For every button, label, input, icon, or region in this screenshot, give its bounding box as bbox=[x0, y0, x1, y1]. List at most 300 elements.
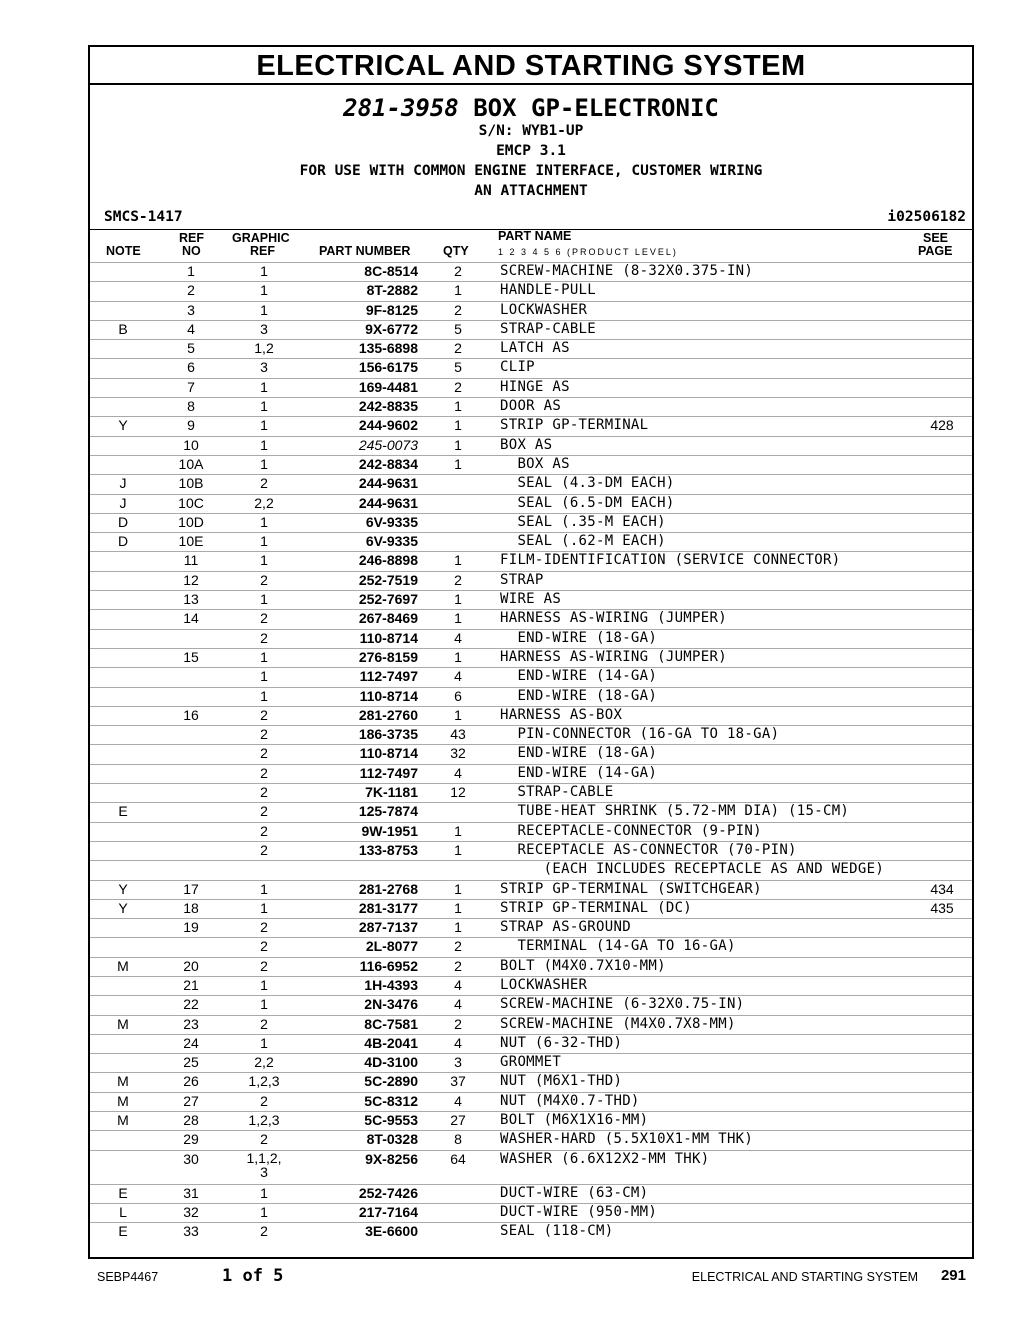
graphic-ref-cell: 1 bbox=[226, 513, 302, 532]
see-page-cell bbox=[912, 1150, 972, 1184]
table-row bbox=[90, 263, 972, 282]
table-row bbox=[90, 494, 972, 513]
page-number: 291 bbox=[940, 1267, 966, 1284]
part-name-cell: SEAL (118-CM) bbox=[494, 1223, 912, 1242]
part-name-cell: BOLT (M4X0.7X10-MM) bbox=[494, 957, 912, 976]
ref-number-cell: 9 bbox=[156, 417, 226, 436]
table-row bbox=[90, 1092, 972, 1111]
ref-number-cell: 28 bbox=[156, 1112, 226, 1131]
ref-number-cell bbox=[156, 861, 226, 880]
part-number-cell: 156-6175 bbox=[302, 359, 422, 378]
quantity-cell: 3 bbox=[422, 1054, 494, 1073]
ref-number-cell bbox=[156, 668, 226, 687]
table-row bbox=[90, 591, 972, 610]
part-name-cell: SEAL (4.3-DM EACH) bbox=[494, 475, 912, 494]
graphic-ref-cell: 2 bbox=[226, 803, 302, 822]
graphic-ref-cell: 2 bbox=[226, 841, 302, 860]
note-cell bbox=[90, 938, 156, 957]
quantity-cell: 32 bbox=[422, 745, 494, 764]
header-see-bottom: PAGE bbox=[918, 244, 953, 258]
graphic-ref-cell: 3 bbox=[226, 320, 302, 339]
ref-number-cell: 7 bbox=[156, 378, 226, 397]
see-page-cell bbox=[912, 764, 972, 783]
page-of: 1 of 5 bbox=[222, 1266, 284, 1286]
see-page-cell bbox=[912, 706, 972, 725]
part-number-cell: 110-8714 bbox=[302, 745, 422, 764]
note-cell: E bbox=[90, 1223, 156, 1242]
graphic-ref-cell: 3 bbox=[226, 359, 302, 378]
quantity-cell: 1 bbox=[422, 919, 494, 938]
part-number-cell: 252-7697 bbox=[302, 591, 422, 610]
table-row bbox=[90, 745, 972, 764]
part-name-cell: END-WIRE (18-GA) bbox=[494, 745, 912, 764]
see-page-cell bbox=[912, 552, 972, 571]
note-cell bbox=[90, 301, 156, 320]
quantity-cell: 43 bbox=[422, 726, 494, 745]
part-name-cell: HANDLE-PULL bbox=[494, 282, 912, 301]
see-page-cell bbox=[912, 1073, 972, 1092]
table-row bbox=[90, 668, 972, 687]
graphic-ref-cell: 2 bbox=[226, 726, 302, 745]
table-row bbox=[90, 455, 972, 474]
table-row bbox=[90, 976, 972, 995]
quantity-cell: 1 bbox=[422, 880, 494, 899]
graphic-ref-cell: 2 bbox=[226, 610, 302, 629]
graphic-ref-cell: 2,2 bbox=[226, 1054, 302, 1073]
part-number-cell: 125-7874 bbox=[302, 803, 422, 822]
part-number-cell: 276-8159 bbox=[302, 648, 422, 667]
see-page-cell bbox=[912, 282, 972, 301]
table-row bbox=[90, 1112, 972, 1131]
table-row bbox=[90, 687, 972, 706]
graphic-ref-cell: 1 bbox=[226, 976, 302, 995]
note-cell bbox=[90, 1034, 156, 1053]
header-graphic-top: GRAPHIC bbox=[232, 231, 290, 245]
part-number-cell: 9X-6772 bbox=[302, 320, 422, 339]
ref-number-cell: 11 bbox=[156, 552, 226, 571]
subtitle-line: EMCP 3.1 bbox=[496, 143, 566, 159]
assembly-number: 281-3958 bbox=[343, 94, 459, 122]
ref-number-cell: 10 bbox=[156, 436, 226, 455]
part-name-cell: STRAP AS-GROUND bbox=[494, 919, 912, 938]
ref-number-cell: 30 bbox=[156, 1150, 226, 1184]
quantity-cell: 27 bbox=[422, 1112, 494, 1131]
parts-list-frame bbox=[88, 45, 974, 1259]
part-name-cell: DUCT-WIRE (63-CM) bbox=[494, 1184, 912, 1203]
table-row bbox=[90, 1054, 972, 1073]
note-cell: Y bbox=[90, 417, 156, 436]
table-row bbox=[90, 822, 972, 841]
ref-number-cell: 5 bbox=[156, 340, 226, 359]
note-cell bbox=[90, 726, 156, 745]
table-row bbox=[90, 706, 972, 725]
note-cell bbox=[90, 861, 156, 880]
graphic-ref-cell: 1,1,2, 3 bbox=[226, 1150, 302, 1184]
part-name-cell: DOOR AS bbox=[494, 398, 912, 417]
see-page-cell bbox=[912, 398, 972, 417]
note-cell bbox=[90, 1150, 156, 1184]
see-page-cell bbox=[912, 263, 972, 282]
table-row bbox=[90, 1131, 972, 1150]
part-number-cell: 8C-7581 bbox=[302, 1015, 422, 1034]
table-row bbox=[90, 282, 972, 301]
note-cell bbox=[90, 340, 156, 359]
quantity-cell bbox=[422, 533, 494, 552]
quantity-cell: 2 bbox=[422, 957, 494, 976]
part-name-cell: END-WIRE (18-GA) bbox=[494, 629, 912, 648]
part-number-cell: 244-9602 bbox=[302, 417, 422, 436]
part-name-cell: BOX AS bbox=[494, 455, 912, 474]
note-cell bbox=[90, 552, 156, 571]
part-name-cell: END-WIRE (18-GA) bbox=[494, 687, 912, 706]
ref-number-cell: 13 bbox=[156, 591, 226, 610]
see-page-cell: 428 bbox=[912, 417, 972, 436]
quantity-cell: 4 bbox=[422, 976, 494, 995]
part-number-cell: 116-6952 bbox=[302, 957, 422, 976]
part-name-cell: DUCT-WIRE (950-MM) bbox=[494, 1203, 912, 1222]
part-number-cell: 112-7497 bbox=[302, 764, 422, 783]
see-page-cell bbox=[912, 1015, 972, 1034]
ref-number-cell: 10A bbox=[156, 455, 226, 474]
note-cell bbox=[90, 841, 156, 860]
ref-number-cell bbox=[156, 687, 226, 706]
note-cell: B bbox=[90, 320, 156, 339]
part-number-cell: 3E-6600 bbox=[302, 1223, 422, 1242]
note-cell: M bbox=[90, 1092, 156, 1111]
table-row bbox=[90, 648, 972, 667]
table-row bbox=[90, 726, 972, 745]
part-number-cell: 244-9631 bbox=[302, 475, 422, 494]
note-cell: M bbox=[90, 957, 156, 976]
graphic-ref-cell: 2 bbox=[226, 822, 302, 841]
ref-number-cell: 10E bbox=[156, 533, 226, 552]
see-page-cell bbox=[912, 803, 972, 822]
see-page-cell: 435 bbox=[912, 899, 972, 918]
quantity-cell: 37 bbox=[422, 1073, 494, 1092]
part-name-cell: HINGE AS bbox=[494, 378, 912, 397]
table-row bbox=[90, 861, 972, 880]
table-row bbox=[90, 957, 972, 976]
quantity-cell bbox=[422, 1223, 494, 1242]
graphic-ref-cell: 1 bbox=[226, 899, 302, 918]
graphic-ref-cell: 2 bbox=[226, 764, 302, 783]
table-row bbox=[90, 1203, 972, 1222]
part-name-cell: LOCKWASHER bbox=[494, 976, 912, 995]
graphic-ref-cell: 2 bbox=[226, 706, 302, 725]
part-number-cell: 242-8834 bbox=[302, 455, 422, 474]
ref-number-cell bbox=[156, 784, 226, 803]
graphic-ref-cell: 1 bbox=[226, 533, 302, 552]
quantity-cell: 1 bbox=[422, 899, 494, 918]
graphic-ref-cell: 1 bbox=[226, 1034, 302, 1053]
note-cell bbox=[90, 436, 156, 455]
part-number-cell: 281-2768 bbox=[302, 880, 422, 899]
ref-number-cell: 10D bbox=[156, 513, 226, 532]
see-page-cell bbox=[912, 822, 972, 841]
ref-number-cell: 19 bbox=[156, 919, 226, 938]
part-name-cell: SCREW-MACHINE (8-32X0.375-IN) bbox=[494, 263, 912, 282]
table-row bbox=[90, 378, 972, 397]
note-cell bbox=[90, 822, 156, 841]
part-number-cell: 2N-3476 bbox=[302, 996, 422, 1015]
ref-number-cell: 31 bbox=[156, 1184, 226, 1203]
table-row bbox=[90, 803, 972, 822]
ref-number-cell bbox=[156, 764, 226, 783]
quantity-cell: 4 bbox=[422, 996, 494, 1015]
part-number-cell: 5C-9553 bbox=[302, 1112, 422, 1131]
see-page-cell bbox=[912, 668, 972, 687]
ref-number-cell: 12 bbox=[156, 571, 226, 590]
smcs-code: SMCS-1417 bbox=[104, 209, 183, 225]
see-page-cell bbox=[912, 687, 972, 706]
part-number-cell: 5C-8312 bbox=[302, 1092, 422, 1111]
graphic-ref-cell: 1 bbox=[226, 282, 302, 301]
part-name-cell: NUT (6-32-THD) bbox=[494, 1034, 912, 1053]
part-number-cell: 2L-8077 bbox=[302, 938, 422, 957]
ref-number-cell: 6 bbox=[156, 359, 226, 378]
ref-number-cell: 24 bbox=[156, 1034, 226, 1053]
ref-number-cell bbox=[156, 803, 226, 822]
note-cell bbox=[90, 282, 156, 301]
note-cell: M bbox=[90, 1015, 156, 1034]
quantity-cell: 2 bbox=[422, 263, 494, 282]
graphic-ref-cell: 1 bbox=[226, 552, 302, 571]
note-cell bbox=[90, 706, 156, 725]
table-row bbox=[90, 784, 972, 803]
graphic-ref-cell: 1 bbox=[226, 417, 302, 436]
header-note: NOTE bbox=[106, 244, 141, 258]
graphic-ref-cell: 2 bbox=[226, 1223, 302, 1242]
graphic-ref-cell: 2 bbox=[226, 475, 302, 494]
graphic-ref-cell: 1 bbox=[226, 1184, 302, 1203]
part-name-cell: RECEPTACLE AS-CONNECTOR (70-PIN) bbox=[494, 841, 912, 860]
ref-number-cell: 4 bbox=[156, 320, 226, 339]
quantity-cell bbox=[422, 861, 494, 880]
meta-row bbox=[90, 207, 972, 229]
parts-table bbox=[90, 262, 972, 1242]
quantity-cell: 2 bbox=[422, 1015, 494, 1034]
graphic-ref-cell: 1 bbox=[226, 455, 302, 474]
quantity-cell: 1 bbox=[422, 417, 494, 436]
table-row bbox=[90, 1015, 972, 1034]
quantity-cell: 4 bbox=[422, 1034, 494, 1053]
graphic-ref-cell: 2,2 bbox=[226, 494, 302, 513]
quantity-cell: 5 bbox=[422, 359, 494, 378]
part-name-cell: WIRE AS bbox=[494, 591, 912, 610]
table-row bbox=[90, 417, 972, 436]
quantity-cell: 4 bbox=[422, 629, 494, 648]
quantity-cell bbox=[422, 803, 494, 822]
assembly-name: BOX GP-ELECTRONIC bbox=[473, 94, 719, 122]
see-page-cell bbox=[912, 976, 972, 995]
document-id: SEBP4467 bbox=[97, 1270, 159, 1284]
part-number-cell: 281-2760 bbox=[302, 706, 422, 725]
part-number-cell: 267-8469 bbox=[302, 610, 422, 629]
part-name-cell: NUT (M6X1-THD) bbox=[494, 1073, 912, 1092]
part-number-cell: 287-7137 bbox=[302, 919, 422, 938]
table-row bbox=[90, 938, 972, 957]
graphic-ref-cell bbox=[226, 861, 302, 880]
header-qty: QTY bbox=[443, 244, 469, 258]
table-row bbox=[90, 841, 972, 860]
see-page-cell bbox=[912, 919, 972, 938]
table-row bbox=[90, 320, 972, 339]
note-cell bbox=[90, 976, 156, 995]
ref-number-cell: 26 bbox=[156, 1073, 226, 1092]
see-page-cell bbox=[912, 726, 972, 745]
ref-number-cell bbox=[156, 938, 226, 957]
part-name-cell: WASHER (6.6X12X2-MM THK) bbox=[494, 1150, 912, 1184]
ref-number-cell bbox=[156, 822, 226, 841]
note-cell: E bbox=[90, 1184, 156, 1203]
part-number-cell: 246-8898 bbox=[302, 552, 422, 571]
note-cell bbox=[90, 745, 156, 764]
part-number-cell: 245-0073 bbox=[302, 436, 422, 455]
quantity-cell: 4 bbox=[422, 668, 494, 687]
header-product-level: 1 2 3 4 5 6 (PRODUCT LEVEL) bbox=[498, 247, 678, 257]
part-name-cell: BOX AS bbox=[494, 436, 912, 455]
part-number-cell bbox=[302, 861, 422, 880]
serial-number: S/N: WYB1-UP bbox=[478, 123, 584, 139]
see-page-cell bbox=[912, 1184, 972, 1203]
graphic-ref-cell: 1 bbox=[226, 648, 302, 667]
ref-number-cell: 2 bbox=[156, 282, 226, 301]
part-name-cell: HARNESS AS-WIRING (JUMPER) bbox=[494, 648, 912, 667]
part-number-cell: 242-8835 bbox=[302, 398, 422, 417]
note-cell bbox=[90, 455, 156, 474]
part-name-cell: NUT (M4X0.7-THD) bbox=[494, 1092, 912, 1111]
graphic-ref-cell: 1 bbox=[226, 996, 302, 1015]
graphic-ref-cell: 2 bbox=[226, 571, 302, 590]
part-name-cell: GROMMET bbox=[494, 1054, 912, 1073]
part-name-cell: SEAL (.62-M EACH) bbox=[494, 533, 912, 552]
ref-number-cell: 16 bbox=[156, 706, 226, 725]
part-number-cell: 281-3177 bbox=[302, 899, 422, 918]
see-page-cell bbox=[912, 745, 972, 764]
ref-number-cell: 15 bbox=[156, 648, 226, 667]
graphic-ref-cell: 1 bbox=[226, 591, 302, 610]
quantity-cell bbox=[422, 494, 494, 513]
part-number-cell: 135-6898 bbox=[302, 340, 422, 359]
note-cell bbox=[90, 571, 156, 590]
part-number-cell: 9F-8125 bbox=[302, 301, 422, 320]
part-number-cell: 9X-8256 bbox=[302, 1150, 422, 1184]
header-ref-top: REF bbox=[179, 231, 204, 245]
ref-number-cell: 29 bbox=[156, 1131, 226, 1150]
note-cell bbox=[90, 359, 156, 378]
table-row bbox=[90, 880, 972, 899]
quantity-cell: 8 bbox=[422, 1131, 494, 1150]
table-row bbox=[90, 301, 972, 320]
table-row bbox=[90, 398, 972, 417]
see-page-cell bbox=[912, 861, 972, 880]
part-name-cell: SEAL (.35-M EACH) bbox=[494, 513, 912, 532]
quantity-cell: 5 bbox=[422, 320, 494, 339]
table-row bbox=[90, 475, 972, 494]
quantity-cell: 1 bbox=[422, 822, 494, 841]
quantity-cell bbox=[422, 513, 494, 532]
table-row bbox=[90, 899, 972, 918]
part-number-cell: 252-7426 bbox=[302, 1184, 422, 1203]
part-name-cell: END-WIRE (14-GA) bbox=[494, 764, 912, 783]
graphic-ref-cell: 2 bbox=[226, 938, 302, 957]
quantity-cell: 2 bbox=[422, 301, 494, 320]
see-page-cell bbox=[912, 1131, 972, 1150]
see-page-cell bbox=[912, 648, 972, 667]
see-page-cell bbox=[912, 1034, 972, 1053]
subtitle-line: FOR USE WITH COMMON ENGINE INTERFACE, CUSTOMER WIRING bbox=[299, 163, 763, 179]
part-name-cell: STRIP GP-TERMINAL (DC) bbox=[494, 899, 912, 918]
ref-number-cell: 27 bbox=[156, 1092, 226, 1111]
column-headers bbox=[90, 229, 972, 262]
ref-number-cell: 23 bbox=[156, 1015, 226, 1034]
quantity-cell: 1 bbox=[422, 706, 494, 725]
table-row bbox=[90, 1150, 972, 1184]
see-page-cell bbox=[912, 841, 972, 860]
graphic-ref-cell: 2 bbox=[226, 629, 302, 648]
part-name-cell: HARNESS AS-BOX bbox=[494, 706, 912, 725]
table-row bbox=[90, 629, 972, 648]
ref-number-cell: 1 bbox=[156, 263, 226, 282]
quantity-cell: 1 bbox=[422, 398, 494, 417]
note-cell: J bbox=[90, 475, 156, 494]
table-row bbox=[90, 571, 972, 590]
part-name-cell: STRAP-CABLE bbox=[494, 784, 912, 803]
see-page-cell bbox=[912, 494, 972, 513]
note-cell: J bbox=[90, 494, 156, 513]
quantity-cell: 1 bbox=[422, 591, 494, 610]
part-number-cell: 110-8714 bbox=[302, 629, 422, 648]
graphic-ref-cell: 1 bbox=[226, 263, 302, 282]
quantity-cell: 1 bbox=[422, 841, 494, 860]
graphic-ref-cell: 1 bbox=[226, 687, 302, 706]
part-name-cell: WASHER-HARD (5.5X10X1-MM THK) bbox=[494, 1131, 912, 1150]
see-page-cell bbox=[912, 1054, 972, 1073]
graphic-ref-cell: 2 bbox=[226, 919, 302, 938]
header-part-name: PART NAME bbox=[498, 229, 572, 243]
note-cell bbox=[90, 398, 156, 417]
quantity-cell: 1 bbox=[422, 552, 494, 571]
note-cell bbox=[90, 764, 156, 783]
graphic-ref-cell: 2 bbox=[226, 1015, 302, 1034]
ref-number-cell bbox=[156, 726, 226, 745]
graphic-ref-cell: 2 bbox=[226, 957, 302, 976]
note-cell: D bbox=[90, 513, 156, 532]
part-number-cell: 186-3735 bbox=[302, 726, 422, 745]
graphic-ref-cell: 2 bbox=[226, 745, 302, 764]
part-number-cell: 1H-4393 bbox=[302, 976, 422, 995]
table-row bbox=[90, 436, 972, 455]
quantity-cell: 2 bbox=[422, 571, 494, 590]
part-number-cell: 169-4481 bbox=[302, 378, 422, 397]
header-part-number: PART NUMBER bbox=[319, 244, 411, 258]
note-cell bbox=[90, 629, 156, 648]
graphic-ref-cell: 1 bbox=[226, 1203, 302, 1222]
note-cell bbox=[90, 668, 156, 687]
quantity-cell: 2 bbox=[422, 340, 494, 359]
quantity-cell: 1 bbox=[422, 282, 494, 301]
table-row bbox=[90, 1034, 972, 1053]
header-graphic-bottom: REF bbox=[250, 244, 275, 258]
see-page-cell bbox=[912, 938, 972, 957]
ref-number-cell bbox=[156, 629, 226, 648]
subtitle-line: AN ATTACHMENT bbox=[474, 183, 588, 199]
part-number-cell: 5C-2890 bbox=[302, 1073, 422, 1092]
table-row bbox=[90, 1223, 972, 1242]
see-page-cell: 434 bbox=[912, 880, 972, 899]
quantity-cell: 1 bbox=[422, 610, 494, 629]
see-page-cell bbox=[912, 1092, 972, 1111]
